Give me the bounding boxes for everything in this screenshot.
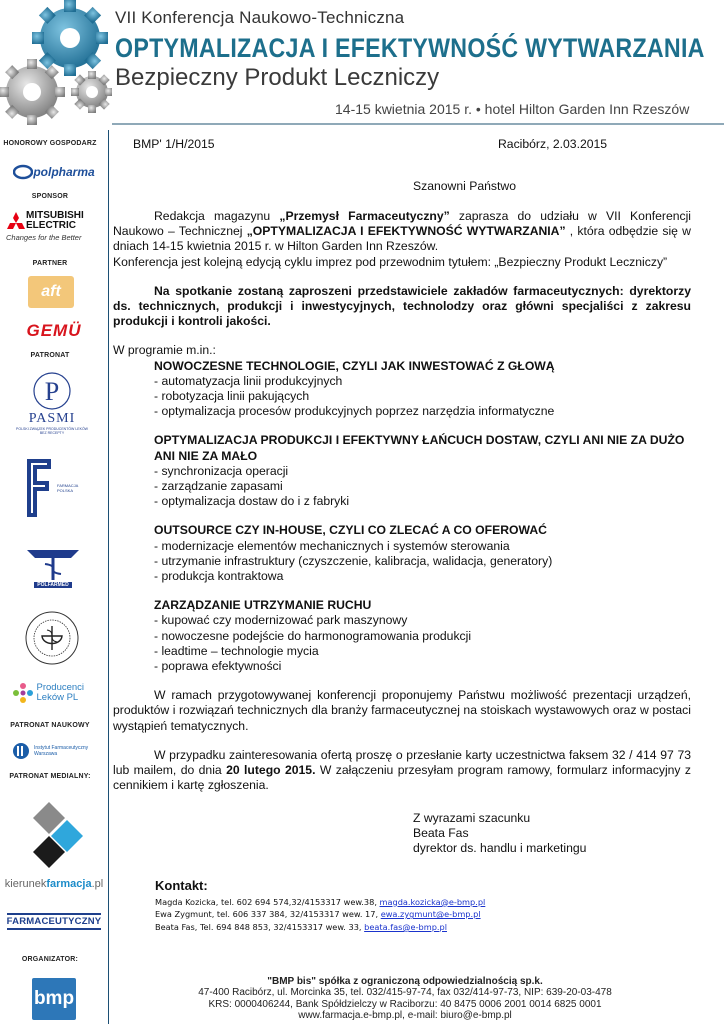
program-item: - leadtime – technologie mycia xyxy=(154,643,319,658)
contact-heading: Kontakt: xyxy=(155,878,208,893)
contact-row: Ewa Zygmunt, tel. 606 337 384, 32/4153317 wew. 17, ewa.zygmunt@e-bmp.pl xyxy=(155,909,481,920)
program-item: - synchronizacja operacji xyxy=(154,463,289,478)
program-section xyxy=(154,433,691,509)
program-intro: W programie m.in.: xyxy=(113,343,216,358)
instytut-farmaceutyczny-logo: Instytut Farmaceutyczny Warszawa xyxy=(10,740,100,762)
contact-block xyxy=(155,880,715,933)
program-section xyxy=(154,523,691,584)
letter-reference: BMP' 1/H/2015 xyxy=(133,137,215,151)
przemysl-farmaceutyczny-logo: FARMACEUTYCZNY xyxy=(4,910,104,932)
header-divider xyxy=(112,123,724,125)
program-item: - modernizacje elementów mechanicznych i systemów sterowania xyxy=(154,538,510,553)
farmacja-polska-logo: FARMACJA POLSKA xyxy=(18,455,92,521)
producenci-dots-icon xyxy=(12,682,34,704)
patronat-label: PATRONAT xyxy=(30,352,70,359)
sponsor-label: SPONSOR xyxy=(31,193,69,200)
email-link[interactable]: beata.fas@e-bmp.pl xyxy=(364,921,447,932)
footer-web: www.farmacja.e-bmp.pl, e-mail: biuro@e-bmp.pl xyxy=(298,1010,512,1022)
program-item: - automatyzacja linii produkcyjnych xyxy=(154,373,343,388)
closing-regards: Z wyrazami szacunku xyxy=(413,811,531,825)
program-item: - robotyzacja linii pakujących xyxy=(154,389,310,404)
signatory-title: dyrektor ds. handlu i marketingu xyxy=(413,841,587,856)
registration-paragraph: W przypadku zainteresowania ofertą proszę o przesłanie karty uczestnictwa faksem 32 / 414 97 73 lub mailem, do dnia 20 lutego 2015. W załączeniu przesyłam program ramowy, formularz informacyjny z cennikiem i kartę zgłoszenia. xyxy=(113,747,691,793)
polpharma-icon xyxy=(13,164,33,180)
company-footer xyxy=(170,976,640,1022)
program-item: - poprawa efektywności xyxy=(154,659,282,674)
program-section-title: OUTSOURCE CZY IN-HOUSE, CZYLI CO ZLECAĆ A CO OFEROWAĆ xyxy=(154,523,547,538)
conference-label: VII Konferencja Naukowo-Techniczna xyxy=(115,8,405,27)
signatory-name: Beata Fas xyxy=(413,826,469,841)
footer-address: 47-400 Racibórz, ul. Morcinka 35, tel. 032/415-97-74, fax 032/414-97-73, NIP: 639-20-03-478 xyxy=(198,987,612,999)
polpharma-logo: polpharma xyxy=(8,158,100,186)
pasmi-logo: P PASMI POLSKI ZWIĄZEK PRODUCENTÓW LEKÓW BEZ RECEPTY xyxy=(14,370,90,436)
aft-logo: aft xyxy=(28,276,74,308)
svg-text:P: P xyxy=(44,377,60,406)
program-item: - kupować czy modernizować park maszynowy xyxy=(154,613,408,628)
program-section-title: NOWOCZESNE TECHNOLOGIE, CZYLI JAK INWESTOWAĆ Z GŁOWĄ xyxy=(154,358,555,373)
producenci-lekow-logo: Producenci Leków PL xyxy=(8,678,102,708)
kierunek-diamonds-icon xyxy=(33,802,83,868)
program-item: - optymalizacja dostaw do i z fabryki xyxy=(154,494,350,509)
conference-title: OPTYMALIZACJA I EFEKTYWNOŚĆ WYTWARZANIA xyxy=(115,33,705,63)
partner-label: PARTNER xyxy=(32,260,68,267)
program-section xyxy=(154,598,691,674)
polfarmed-caduceus-icon xyxy=(23,544,83,582)
footer-bank: KRS: 0000406244, Bank Spółdzielczy w Raciborzu: 40 8475 0006 2001 0014 6825 0001 xyxy=(208,998,602,1010)
program-item: - utrzymanie infrastruktury (czyszczenie, kalibracja, walidacja, generatory) xyxy=(154,553,553,568)
gears-logo xyxy=(0,0,112,128)
mitsubishi-logo: MITSUBISHI ELECTRIC Changes for the Better xyxy=(6,209,84,242)
program-item: - nowoczesne podejście do harmonogramowania produkcji xyxy=(154,628,472,643)
kierunek-farmacja-logo: kierunek farmacja .pl xyxy=(4,878,104,890)
footer-company: "BMP bis" spółka z ograniczoną odpowiedzialnością sp.k. xyxy=(267,976,543,987)
contact-row: Magda Kozicka, tel. 602 694 574,32/4153317 wew.38, magda.kozicka@e-bmp.pl xyxy=(155,896,486,907)
letter-closing xyxy=(413,811,586,857)
program-item: - zarządzanie zapasami xyxy=(154,479,283,494)
intro-paragraph: Redakcja magazynu „Przemysł Farmaceutyczny” zaprasza do udziału w VII Konferencji Naukowo – Technicznej „OPTYMALIZACJA I EFEKTYWNOŚĆ WYTWARZANIA” , która odbędzie się w dniach 14-15 kwietnia 2015 r. w Hilton Garden Inn Rzeszów. xyxy=(113,209,692,254)
conference-date-venue: 14-15 kwietnia 2015 r. • hotel Hilton Garden Inn Rzeszów xyxy=(335,101,690,117)
email-link[interactable]: magda.kozicka@e-bmp.pl xyxy=(379,896,486,907)
program-section-title: OPTYMALIZACJA PRODUKCJI I EFEKTYWNY ŁAŃCUCH DOSTAW, CZYLI ANI NIE ZA DUŻO ANI NIE ZA MAŁO xyxy=(154,433,685,463)
partners-sidebar xyxy=(0,130,109,1024)
polfarmed-logo: POLFARMED xyxy=(20,540,86,592)
organizer-label: ORGANIZATOR: xyxy=(21,956,79,963)
audience-paragraph: Na spotkanie zostaną zaproszeni przedstawiciele zakładów farmaceutycznych: dyrektorzy ds. technicznych, produkcji i inwestycyjnych, technolodzy oraz główni specjaliści z zakresu produkcji i kontroli jakości. xyxy=(113,283,691,329)
farmacja-polska-icon xyxy=(21,457,55,519)
letter-body xyxy=(113,209,691,794)
exhibition-paragraph: W ramach przygotowywanej konferencji proponujemy Państwu możliwość prezentacji urządzeń, produktów i rozwiązań technicznych dla branży farmaceutycznej na stoiskach wystawowych oraz w postaci wystąpień tematycznych. xyxy=(113,688,691,733)
instytut-icon xyxy=(12,742,30,760)
series-paragraph: Konferencja jest kolejną edycją cyklu imprez pod przewodnim tytułem: „Bezpieczny Produkt Leczniczy” xyxy=(113,254,668,269)
program-section-title: ZARZĄDZANIE UTRZYMANIE RUCHU xyxy=(154,598,372,613)
program-section xyxy=(154,359,691,420)
apothecary-seal-logo xyxy=(22,608,82,668)
host-label: HONOROWY GOSPODARZ xyxy=(3,140,97,147)
bmp-logo: bmp xyxy=(32,978,76,1020)
program-item: - optymalizacja procesów produkcyjnych poprzez narzędzia informatyczne xyxy=(154,404,555,419)
kierunek-farmacja-emblem xyxy=(32,800,84,870)
email-link[interactable]: ewa.zygmunt@e-bmp.pl xyxy=(380,909,481,920)
letter-salutation: Szanowni Państwo xyxy=(413,179,516,193)
program-item: - produkcja kontraktowa xyxy=(154,569,284,584)
contact-row: Beata Fas, Tel. 694 848 853, 32/4153317 wew. 33, beata.fas@e-bmp.pl xyxy=(155,921,447,932)
pasmi-emblem-icon xyxy=(32,371,72,411)
gemu-logo: GEMÜ xyxy=(26,321,82,340)
scientific-patronage-label: PATRONAT NAUKOWY xyxy=(10,722,90,729)
apothecary-seal-icon xyxy=(24,610,80,666)
letter-place-date: Racibórz, 2.03.2015 xyxy=(498,137,608,151)
conference-subtitle: Bezpieczny Produkt Leczniczy xyxy=(115,64,440,91)
mitsubishi-diamonds-icon xyxy=(6,212,26,230)
media-patronage-label: PATRONAT MEDIALNY: xyxy=(9,773,91,780)
